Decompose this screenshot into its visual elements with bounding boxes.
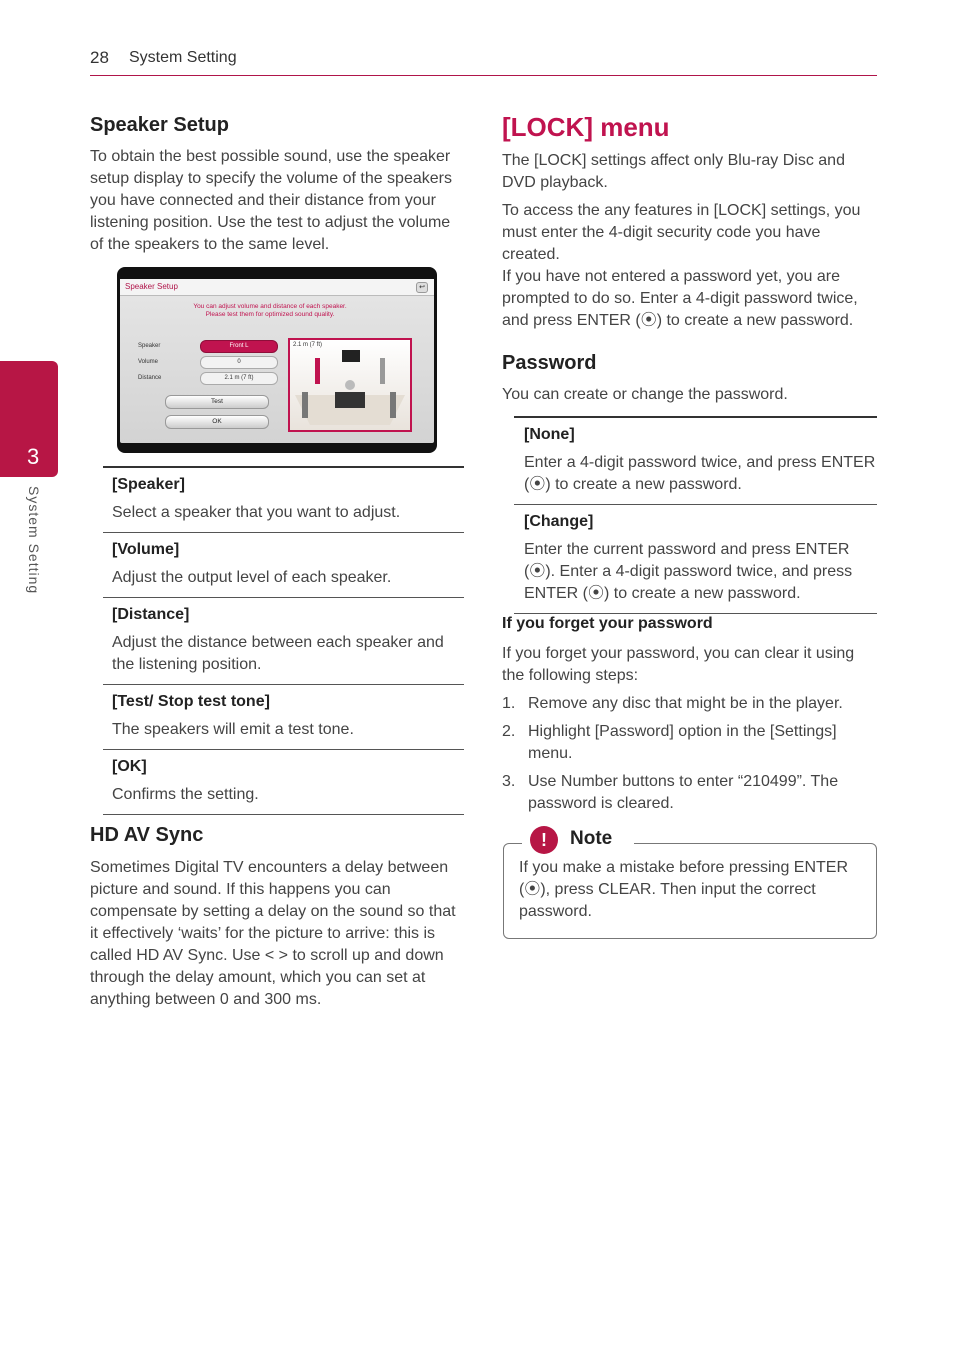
row-label-distance: Distance <box>138 375 162 381</box>
term-speaker: [Speaker] <box>112 476 185 493</box>
desc-distance: Adjust the distance between each speaker and the listening position. <box>112 634 444 673</box>
term-change: [Change] <box>524 513 594 530</box>
table-row <box>103 598 464 685</box>
desc-speaker: Select a speaker that you want to adjust. <box>112 504 401 521</box>
distance-selector: 2.1 m (7 ft) <box>200 372 278 385</box>
speaker-setup-heading: Speaker Setup <box>90 114 229 136</box>
lock-p3: If you have not entered a password yet, you are prompted to do so. Enter a 4-digit password twice, and press ENTER (⦿) to create a new password. <box>502 268 858 329</box>
note-header <box>522 824 634 856</box>
speaker-setup-screenshot <box>117 267 437 453</box>
table-row <box>103 466 464 533</box>
forget-steps <box>502 693 874 821</box>
desc-change: Enter the current password and press ENTER (⦿). Enter a 4-digit password twice, and press ENTER (⦿) to create a new password. <box>524 541 853 602</box>
table-row <box>103 685 464 750</box>
desc-none: Enter a 4-digit password twice, and press ENTER (⦿) to create a new password. <box>524 454 876 493</box>
password-heading: Password <box>502 352 597 374</box>
row-label-volume: Volume <box>138 359 159 365</box>
forget-text: If you forget your password, you can clear it using the following steps: <box>502 645 855 684</box>
screenshot-message-line1: You can adjust volume and distance of each speaker. <box>193 303 347 310</box>
step-2: Highlight [Password] option in the [Settings] menu. <box>528 723 837 762</box>
desc-volume: Adjust the output level of each speaker. <box>112 569 392 586</box>
list-item: 2. Highlight [Password] option in the [Settings] menu. <box>502 723 837 762</box>
ok-button: OK <box>165 415 269 429</box>
step-3: Use Number buttons to enter “210499”. The password is cleared. <box>528 773 839 812</box>
forget-heading: If you forget your password <box>502 615 713 632</box>
header-title: System Setting <box>129 49 237 66</box>
term-volume: [Volume] <box>112 541 180 558</box>
chapter-label-text: System Setting <box>26 486 42 595</box>
screenshot-message-line2: Please test them for optimized sound quality. <box>205 311 335 318</box>
row-label-speaker: Speaker <box>138 343 161 349</box>
note-text: If you make a mistake before pressing ENTER (⦿), press CLEAR. Then input the correct password. <box>519 859 849 920</box>
hd-av-sync-text: Sometimes Digital TV encounters a delay between picture and sound. If this happens you can compensate by setting a delay on the sound so that it effectively ‘waits’ for the picture to arrive: this is called HD AV Sync. Use < > to scroll up and down through the delay amount, which you can set at anything between 0 and 300 ms. <box>90 859 456 1008</box>
back-icon: ↩ <box>416 282 428 293</box>
step-1: Remove any disc that might be in the player. <box>528 695 843 712</box>
test-button: Test <box>165 395 269 409</box>
desc-test: The speakers will emit a test tone. <box>112 721 354 738</box>
term-test: [Test/ Stop test tone] <box>112 693 270 710</box>
chapter-label <box>0 486 70 626</box>
table-row <box>103 533 464 598</box>
speaker-layout-icon <box>290 340 410 430</box>
exclamation-icon: ! <box>530 826 558 854</box>
volume-selector: 0 <box>200 356 278 369</box>
screenshot-title: Speaker Setup <box>125 282 178 291</box>
note-label: Note <box>570 828 613 849</box>
screenshot-message <box>170 303 370 319</box>
lock-p1: The [LOCK] settings affect only Blu-ray Disc and DVD playback. <box>502 152 845 191</box>
lock-menu-heading: [LOCK] menu <box>502 112 670 142</box>
list-item: 3. Use Number buttons to enter “210499”. The password is cleared. <box>502 773 839 812</box>
table-row <box>103 750 464 815</box>
term-none: [None] <box>524 426 575 443</box>
room-distance-label: 2.1 m (7 ft) <box>293 342 323 348</box>
speaker-selector: Front L <box>200 340 278 353</box>
speaker-setup-table <box>103 466 464 815</box>
list-item: 1. Remove any disc that might be in the player. <box>502 695 843 712</box>
chapter-number: 3 <box>27 444 40 469</box>
password-table <box>514 416 877 614</box>
password-intro: You can create or change the password. <box>502 386 788 403</box>
term-ok: [OK] <box>112 758 147 775</box>
speaker-room-illustration <box>288 338 412 432</box>
hd-av-sync-heading: HD AV Sync <box>90 824 204 846</box>
table-row <box>514 416 877 505</box>
header-rule <box>90 75 877 76</box>
table-row <box>514 505 877 614</box>
term-distance: [Distance] <box>112 606 190 623</box>
speaker-setup-intro: To obtain the best possible sound, use the speaker setup display to specify the volume of the speakers you have connected and their distance from your listening position. Use the test to adjust the volume of the speakers to the same level. <box>90 148 452 253</box>
page-number: 28 <box>90 48 109 67</box>
desc-ok: Confirms the setting. <box>112 786 259 803</box>
lock-p2: To access the any features in [LOCK] settings, you must enter the 4-digit security code you have created. <box>502 202 861 263</box>
